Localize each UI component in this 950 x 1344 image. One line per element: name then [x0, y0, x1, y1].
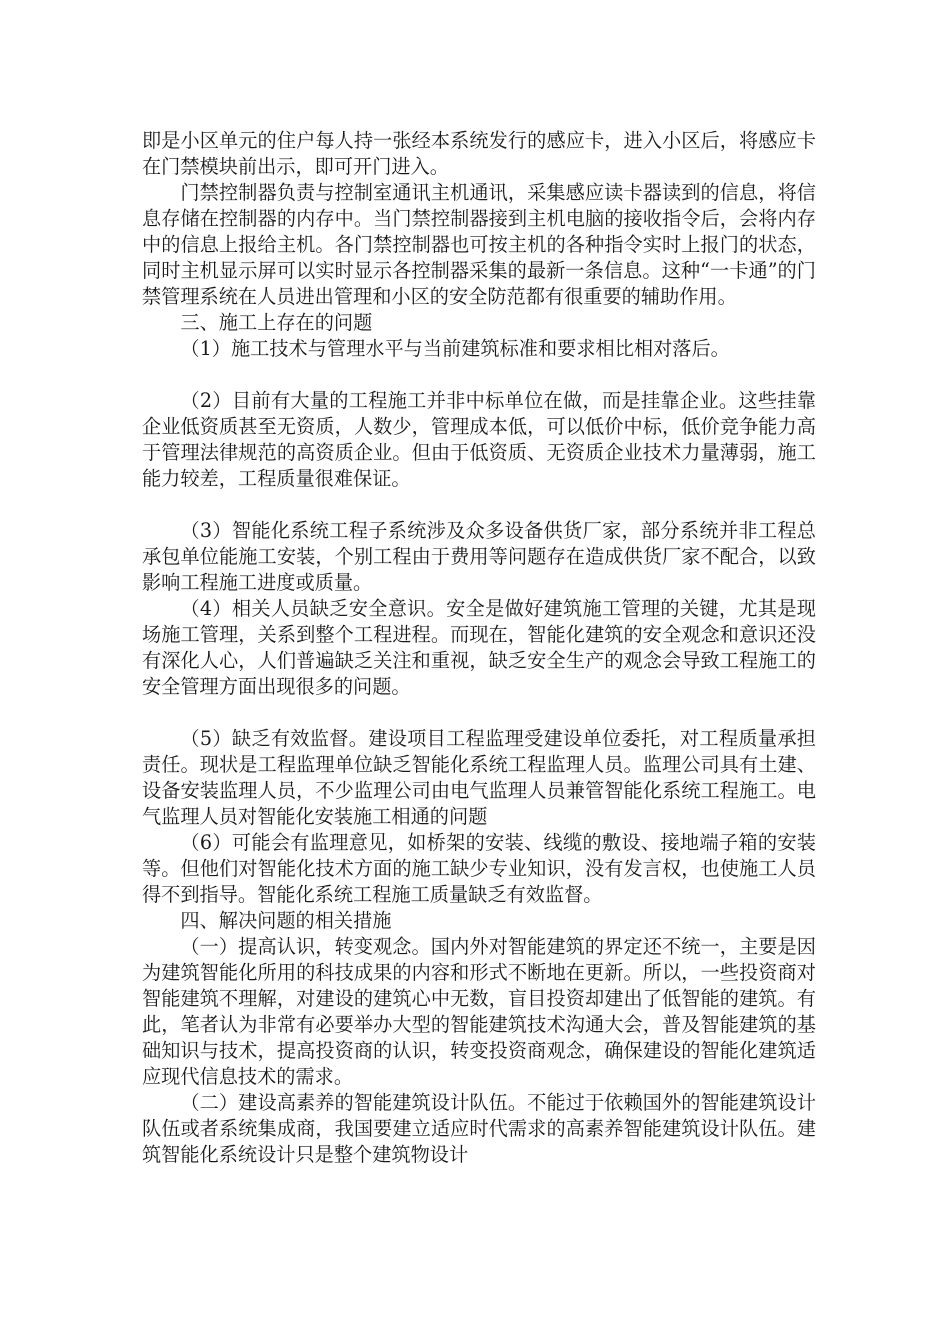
- paragraph-solution-2: （二）建设高素养的智能建筑设计队伍。不能过于依赖国外的智能建筑设计队伍或者系统集成商，我国要建立适应时代需求的高素养智能建筑设计队伍。建筑智能化系统设计只是整个建筑物设计: [142, 1091, 816, 1166]
- paragraph-problem-4: （4）相关人员缺乏安全意识。安全是做好建筑施工管理的关键，尤其是现场施工管理，关系到整个工程进程。而现在，智能化建筑的安全观念和意识还没有深化人心，人们普遍缺乏关注和重视，缺乏安全生产的观念会导致工程施工的安全管理方面出现很多的问题。: [142, 597, 816, 698]
- section-heading-construction-problems: 三、施工上存在的问题: [180, 311, 373, 334]
- paragraph-problem-2: （2）目前有大量的工程施工并非中标单位在做，而是挂靠企业。这些挂靠企业低资质甚至无资质，人数少，管理成本低，可以低价中标，低价竞争能力高于管理法律规范的高资质企业。但由于低资质、无资质企业技术力量薄弱，施工能力较差，工程质量很难保证。: [142, 389, 816, 490]
- paragraph-solution-1: （一）提高认识，转变观念。国内外对智能建筑的界定还不统一，主要是因为建筑智能化所用的科技成果的内容和形式不断地在更新。所以，一些投资商对智能建筑不理解，对建设的建筑心中无数，盲目投资却建出了低智能的建筑。有此，笔者认为非常有必要举办大型的智能建筑技术沟通大会，普及智能建筑的基础知识与技术，提高投资商的认识，转变投资商观念，确保建设的智能化建筑适应现代信息技术的需求。: [142, 935, 816, 1088]
- paragraph-problem-1: （1）施工技术与管理水平与当前建筑标准和要求相比相对落后。: [180, 337, 730, 360]
- paragraph-problem-6: （6）可能会有监理意见，如桥架的安装、线缆的敷设、接地端子箱的安装等。但他们对智能化技术方面的施工缺少专业知识，没有发言权，也使施工人员得不到指导。智能化系统工程施工质量缺乏有效监督。: [142, 831, 816, 906]
- document-page: [142, 128, 816, 1168]
- paragraph-problem-5: （5）缺乏有效监督。建设项目工程监理受建设单位委托，对工程质量承担责任。现状是工程监理单位缺乏智能化系统工程监理人员。监理公司具有土建、设备安装监理人员，不少监理公司由电气监理人员兼管智能化系统工程施工。电气监理人员对智能化安装施工相通的问题: [142, 727, 816, 828]
- section-heading-solutions: 四、解决问题的相关措施: [180, 909, 392, 932]
- paragraph-access-card-intro: 即是小区单元的住户每人持一张经本系统发行的感应卡，进入小区后，将感应卡在门禁模块前出示，即可开门进入。: [142, 129, 816, 178]
- paragraph-access-controller: 门禁控制器负责与控制室通讯主机通讯，采集感应读卡器读到的信息，将信息存储在控制器的内存中。当门禁控制器接到主机电脑的接收指令后，会将内存中的信息上报给主机。各门禁控制器也可按主机的各种指令实时上报门的状态，同时主机显示屏可以实时显示各控制器采集的最新一条信息。这种“一卡通”的门禁管理系统在人员进出管理和小区的安全防范都有很重要的辅助作用。: [142, 181, 816, 308]
- paragraph-problem-3: （3）智能化系统工程子系统涉及众多设备供货厂家，部分系统并非工程总承包单位能施工安装，个别工程由于费用等问题存在造成供货厂家不配合，以致影响工程施工进度或质量。: [142, 519, 816, 594]
